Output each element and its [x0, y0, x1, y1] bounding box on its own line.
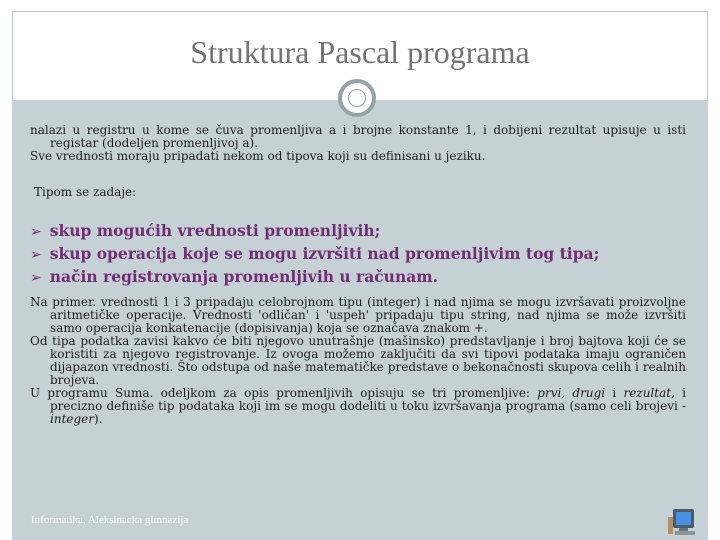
footer-text: Informatika, Aleksinacka gimnazija	[31, 514, 189, 526]
lead-text: Tipom se zadaje:	[34, 185, 137, 199]
arrow-bullet-icon: ➢	[30, 224, 42, 240]
arrow-bullet-icon: ➢	[30, 247, 42, 263]
bullet-list	[30, 220, 690, 289]
bullet-item: ➢ način registrovanja promenljivih u računam.	[30, 267, 439, 286]
paragraph-representation: Od tipa podatka zavisi kakvo će biti njegovo unutrašnje (mašinsko) predstavljanje i broj bajtova koji će se koristiti za njegovo registrovanje. Iz ovoga možemo zaključiti da svi tipovi podataka imaju ograničen dijapazon vrednosti. Što odstupa od naše matematičke predstave o bekonačnosti skupova celih i realnih brojeva.	[30, 334, 686, 387]
intro-line-2: Sve vrednosti moraju pripadati nekom od tipova koji su definisani u jeziku.	[30, 149, 486, 163]
computer-icon	[666, 506, 700, 538]
intro-line-1: nalazi u registru u kome se čuva promenljiva a i brojne konstante 1, i dobijeni rezultat upisuje u isti registar (dodeljen promenljivoj a).	[30, 123, 686, 150]
arrow-bullet-icon: ➢	[30, 270, 42, 286]
paragraph-program: U programu Suma. odeljkom za opis promenljivih opisuju se tri promenljive: prvi, drugi i rezultat, i precizno definiše tip podataka koji im se mogu dodeliti u toku izvršavanja programa (samo celi brojevi - integer).	[30, 386, 687, 426]
body-text	[30, 296, 686, 426]
intro-text	[30, 124, 686, 163]
slide-title: Struktura Pascal programa	[190, 34, 530, 70]
bullet-item: ➢ skup mogućih vrednosti promenljivih;	[30, 221, 381, 240]
ring-ornament-icon	[338, 79, 376, 117]
paragraph-example: Na primer. vrednosti 1 i 3 pripadaju celobrojnom tipu (integer) i nad njima se mogu izvršavati proizvoljne aritmetičke operacije. Vrednosti 'odličan' i 'uspeh' pripadaju tipu string, nad njima se može izvršiti samo operacija konkatenacije (dopisivanja) koja se označava znakom +.	[30, 295, 686, 335]
bullet-item: ➢ skup operacija koje se mogu izvršiti nad promenljivim tog tipa;	[30, 244, 600, 263]
